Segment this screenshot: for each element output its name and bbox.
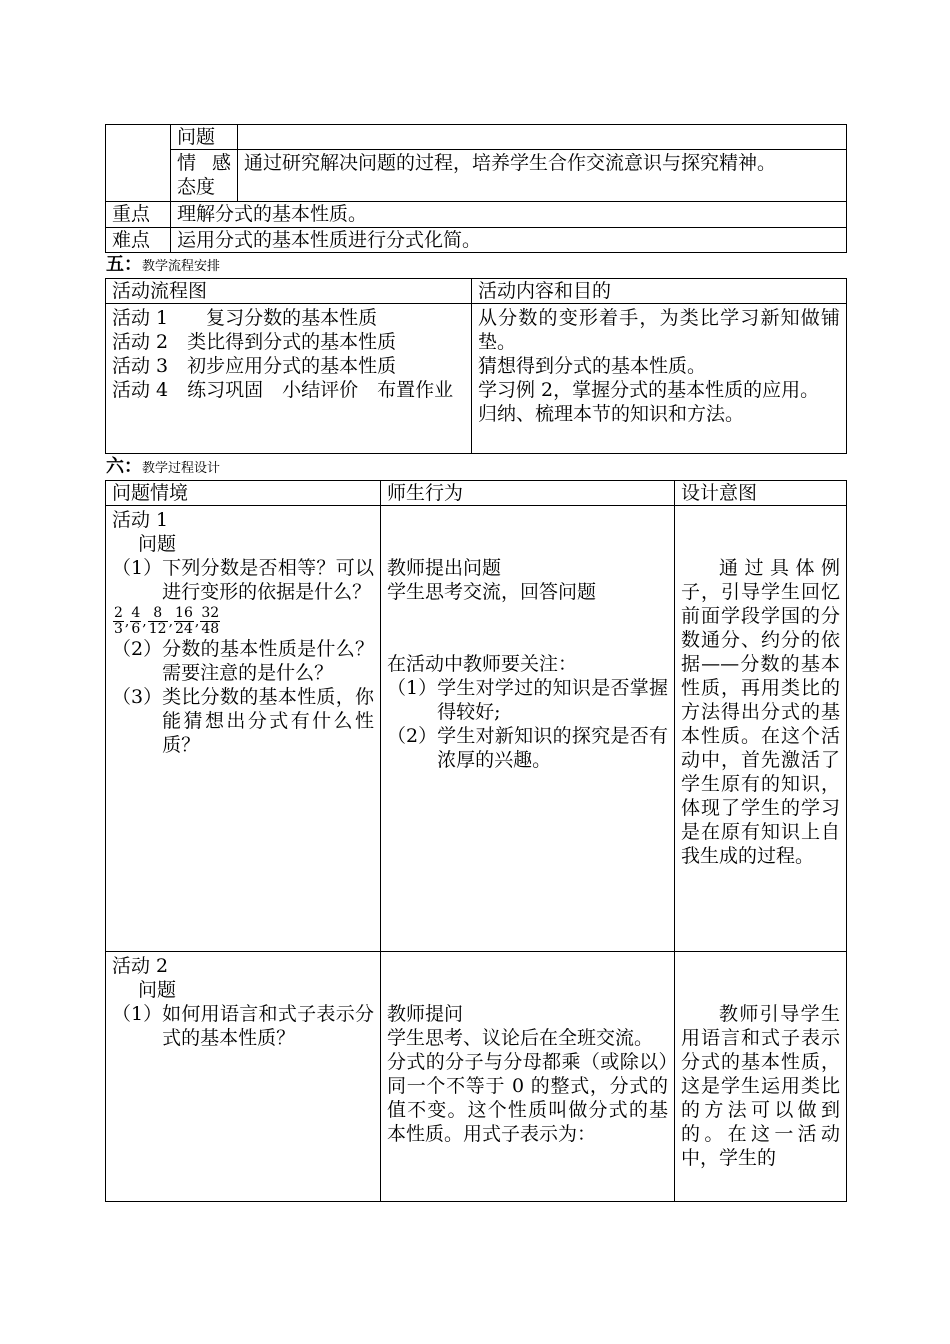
focus-intro: 在活动中教师要关注： (387, 653, 578, 675)
process-header-situation: 问题情境 (106, 481, 381, 506)
activity-item: 活动 3 初步应用分式的基本性质 (112, 355, 397, 377)
fraction: $\frac{2}{3}$ (114, 605, 123, 637)
fraction: $\frac{8}{12}$ (148, 605, 167, 637)
fraction-list: $\frac{2}{3}$ , $\frac{4}{6}$ , $\frac{8}{12}$ , $\frac{16}{24}$ , $\frac{32}{48}$ (114, 605, 220, 637)
activity1-situation (106, 506, 381, 952)
purpose-item: 学习例 2，掌握分式的基本性质的应用。 (478, 379, 820, 401)
sub-label-emotion: 情 感态度 (171, 150, 238, 202)
activity1-question-label: 问题 (138, 533, 177, 555)
purpose-list (472, 304, 847, 454)
activity-item: 活动 2 类比得到分式的基本性质 (112, 331, 397, 353)
purpose-item: 猜想得到分式的基本性质。 (478, 355, 707, 377)
activity2-question-label: 问题 (138, 979, 177, 1001)
section6-heading (106, 458, 220, 478)
activity-item: 活动 1 复习分数的基本性质 (112, 307, 378, 329)
activity2-behavior (381, 952, 675, 1202)
activity2-intent: 教师引导学生用语言和式子表示分式的基本性质，这是学生运用类比的方法可以做到的。在这一活动中，学生的 (675, 952, 847, 1202)
flow-header-purposes: 活动内容和目的 (472, 279, 847, 304)
objectives-table (105, 124, 847, 253)
fraction: $\frac{4}{6}$ (131, 605, 141, 637)
section5-number: 五： (106, 254, 142, 275)
purpose-item: 归纳、梳理本节的知识和方法。 (478, 403, 745, 425)
student-action: 学生思考、议论后在全班交流。 (387, 1027, 654, 1049)
process-header-behavior: 师生行为 (381, 481, 675, 506)
emotion-content: 通过研究解决问题的过程，培养学生合作交流意识与探究精神。 (238, 150, 847, 202)
activity1-behavior (381, 506, 675, 952)
activity-item: 活动 4 练习巩固 小结评价 布置作业 (112, 379, 454, 401)
flow-table (105, 278, 847, 454)
activity2-q1: （1） 如何用语言和式子表示分式的基本性质？ (112, 1003, 374, 1049)
activity1-q3: （3） 类比分数的基本性质，你能猜想出分式有什么性质？ (112, 686, 374, 756)
key-point-label: 重点 (106, 202, 171, 228)
key-point-content: 理解分式的基本性质。 (171, 202, 847, 228)
activity2-situation (106, 952, 381, 1202)
sub-label-question: 问题 (171, 125, 238, 150)
row-label-empty (106, 125, 171, 202)
focus-item-1: （1） 学生对学过的知识是否掌握得较好; (387, 677, 668, 723)
property-text: 分式的分子与分母都乘（或除以）同一个不等于 0 的整式，分式的值不变。这个性质叫做分式的基本性质。用式子表示为： (387, 1051, 668, 1145)
fraction: $\frac{16}{24}$ (175, 605, 193, 637)
section6-title: 教学过程设计 (142, 461, 221, 476)
question-content (238, 125, 847, 150)
activity1-q1: （1） 下列分数是否相等？可以进行变形的依据是什么？ (112, 557, 374, 603)
activity1-q2: （2） 分数的基本性质是什么？需要注意的是什么？ (112, 638, 374, 684)
process-header-intent: 设计意图 (675, 481, 847, 506)
activity1-title: 活动 1 (112, 509, 169, 531)
fraction: $\frac{32}{48}$ (201, 605, 220, 637)
activity2-title: 活动 2 (112, 955, 169, 977)
teacher-action: 教师提出问题 (387, 557, 502, 579)
focus-item-2: （2） 学生对新知识的探究是否有浓厚的兴趣。 (387, 725, 668, 771)
teacher-action: 教师提问 (387, 1003, 464, 1025)
activity1-intent: 通过具体例子，引导学生回忆前面学段学国的分数通分、约分的依据——分数的基本性质，再用类比的方法得出分式的基本性质。在这个活动中，首先激活了学生原有的知识，体现了学生的学习是在原有知识上自我生成的过程。 (675, 506, 847, 952)
section5-heading (106, 256, 220, 276)
purpose-item: 从分数的变形着手，为类比学习新知做铺垫。 (478, 307, 840, 353)
section6-number: 六： (106, 456, 142, 477)
difficulty-content: 运用分式的基本性质进行分式化简。 (171, 228, 847, 253)
section5-title: 教学流程安排 (142, 259, 221, 274)
student-action: 学生思考交流，回答问题 (387, 581, 597, 603)
activity-list (106, 304, 472, 454)
process-table (105, 480, 847, 1202)
difficulty-label: 难点 (106, 228, 171, 253)
flow-header-activities: 活动流程图 (106, 279, 472, 304)
